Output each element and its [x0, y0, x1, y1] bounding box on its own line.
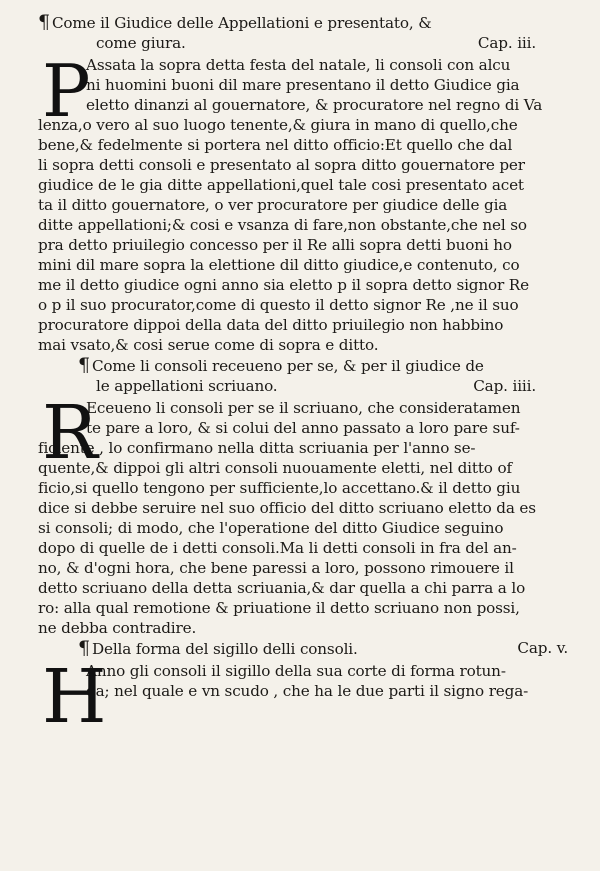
text-line: ro: alla qual remotione & priuatione il detto scriuano non possi,: [38, 599, 520, 617]
paragraph-v: [38, 654, 578, 740]
text-line: li sopra detti consoli e presentato al sopra ditto gouernatore per: [38, 156, 525, 174]
text-line: ficiente , lo confirmano nella ditta scriuania per l'anno se-: [38, 439, 476, 457]
heading-v-line1: Della forma del sigillo delli consoli.: [91, 640, 358, 658]
text-line: ta il ditto gouernatore, o ver procuratore per giudice delle gia: [38, 196, 508, 214]
chapter-number-v: Cap. v.: [517, 639, 568, 657]
paragraph-iii-lines: [38, 115, 578, 355]
heading-iiii-line2: le appellationi scriuano.: [96, 377, 278, 395]
dropcap-r: R: [42, 390, 98, 476]
text-line: Assata la sopra detta festa del natale, li consoli con alcu: [86, 56, 511, 74]
text-line: mai vsato,& cosi serue come di sopra e ditto.: [38, 336, 379, 354]
text-line: te pare a loro, & si colui del anno passato a loro pare suf-: [86, 419, 520, 437]
chapter-heading-v: [38, 638, 578, 659]
text-line: da; nel quale e vn scudo , che ha le due parti il signo rega-: [86, 682, 529, 700]
chapter-heading-iiii: [38, 355, 578, 376]
text-line: o p il suo procurator,come di questo il detto signor Re ,ne il suo: [38, 296, 519, 314]
chapter-heading-iii: [38, 12, 578, 33]
chapter-number-iii: Cap. iii.: [477, 34, 536, 52]
heading-iiii-line1: Come li consoli receueno per se, & per il giudice de: [91, 357, 484, 375]
text-line: procuratore dippoi della data del ditto priuilegio non habbino: [38, 316, 504, 334]
dropcap-h: H: [42, 654, 107, 740]
paragraph-iiii: [38, 390, 578, 638]
heading-iii-line2: come giura.: [96, 34, 186, 52]
text-line: ne debba contradire.: [38, 619, 197, 637]
text-line: ni huomini buoni dil mare presentano il detto Giudice gia: [86, 76, 520, 94]
text-line: si consoli; di modo, che l'operatione del ditto Giudice seguino: [38, 519, 504, 537]
text-column: [38, 11, 578, 740]
text-line: ditte appellationi;& cosi e vsanza di fare,non obstante,che nel so: [38, 216, 527, 234]
text-line: no, & d'ogni hora, che bene paressi a loro, possono rimouere il: [38, 559, 514, 577]
chapter-number-iiii: Cap. iiii.: [473, 377, 536, 395]
heading-iii-line2-row: [38, 33, 578, 53]
paragraph-iii: [38, 49, 578, 355]
text-line: quente,& dippoi gli altri consoli nuouamente eletti, nel ditto of: [38, 459, 512, 477]
pilcrow-icon: ¶: [78, 637, 90, 659]
heading-iii-line1: Come il Giudice delle Appellationi e presentato, &: [51, 14, 432, 32]
text-line: detto scriuano della detta scriuania,& dar quella a chi parra a lo: [38, 579, 526, 597]
text-line: Anno gli consoli il sigillo della sua corte di forma rotun-: [86, 662, 506, 680]
text-line: ficio,si quello tengono per sufficiente,lo accettano.& il detto giu: [38, 479, 521, 497]
dropcap-p: P: [42, 49, 91, 133]
text-line: dice si debbe seruire nel suo officio del ditto scriuano eletto da es: [38, 499, 536, 517]
text-line: mini dil mare sopra la elettione dil ditto giudice,e contenuto, co: [38, 256, 520, 274]
heading-iiii-line2-row: [38, 376, 578, 396]
paragraph-iiii-lines: [38, 438, 578, 638]
paragraph-v-indented-lines: [38, 661, 578, 701]
text-line: eletto dinanzi al gouernatore, & procuratore nel regno di Va: [86, 96, 543, 114]
text-line: giudice de le gia ditte appellationi,quel tale cosi presentato acet: [38, 176, 524, 194]
text-line: bene,& fedelmente si portera nel ditto officio:Et quello che dal: [38, 136, 513, 154]
paragraph-iii-indented-lines: [38, 55, 578, 115]
text-line: lenza,o vero al suo luogo tenente,& giura in mano di quello,che: [38, 116, 518, 134]
paragraph-iiii-indented-lines: [38, 398, 578, 438]
text-line: pra detto priuilegio concesso per il Re alli sopra detti buoni ho: [38, 236, 512, 254]
text-line: Eceueno li consoli per se il scriuano, che consideratamen: [86, 399, 521, 417]
text-line: dopo di quelle de i detti consoli.Ma li detti consoli in fra del an-: [38, 539, 517, 557]
pilcrow-icon: ¶: [38, 11, 50, 33]
pilcrow-icon: ¶: [78, 354, 90, 376]
text-line: me il detto giudice ogni anno sia eletto p il sopra detto signor Re: [38, 276, 529, 294]
